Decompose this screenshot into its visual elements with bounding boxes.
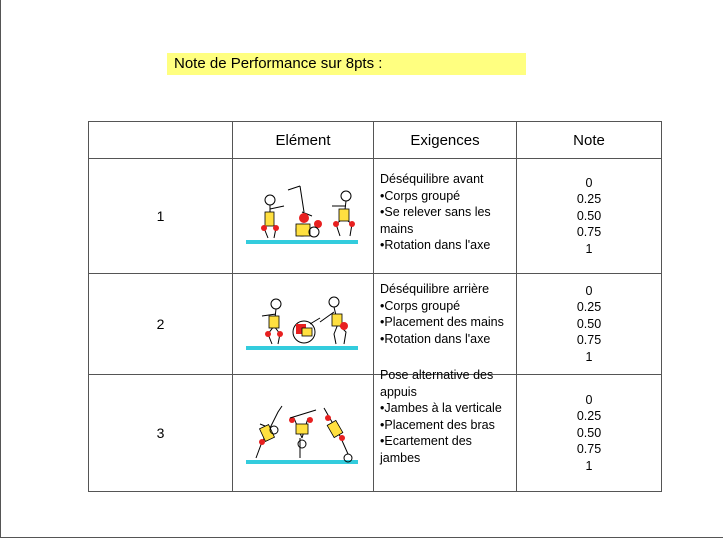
requirements-cell [374,159,517,274]
note-value: 0.50 [576,208,602,223]
element-image [233,375,374,492]
performance-table [88,121,662,492]
forward-roll-figure [244,184,362,248]
note-value: 0 [585,283,593,298]
requirement-line: •Rotation dans l'axe [380,331,491,346]
requirements-cell [374,368,517,492]
note-value: 1 [585,349,593,364]
note-value: 0.25 [576,192,602,207]
element-image [233,274,374,375]
table-row [89,375,662,492]
requirement-line: •Se relever sans les mains [380,205,491,236]
requirement-line: •Jambes à la verticale [380,401,502,416]
header-element: Elément [233,122,374,159]
note-value: 0.75 [576,442,602,457]
requirement-line: Déséquilibre avant [380,172,484,186]
note-value: 0 [585,175,593,190]
requirements-cell [374,274,517,375]
requirement-line: •Placement des bras [380,417,495,432]
element-number: 3 [89,375,233,492]
requirement-line: Pose alternative des appuis [380,368,494,399]
element-number: 2 [89,274,233,375]
requirement-line: •Placement des mains [380,315,504,330]
note-cell [517,375,662,492]
backward-roll-figure [244,294,362,354]
requirement-line: Déséquilibre arrière [380,282,490,296]
requirement-line: •Corps groupé [380,298,461,313]
header-number [89,122,233,159]
cartwheel-figure [244,398,362,468]
note-value: 0.50 [576,425,602,440]
page-title: Note de Performance sur 8pts : [167,53,526,75]
note-value: 0.25 [576,300,602,315]
requirement-line: •Corps groupé [380,188,461,203]
table-row [89,159,662,274]
requirement-line: •Ecartement des jambes [380,434,472,465]
table-header-row [89,122,662,159]
note-value: 0.75 [576,225,602,240]
note-value: 1 [585,241,593,256]
note-value: 0 [585,392,593,407]
element-image [233,159,374,274]
requirement-line: •Rotation dans l'axe [380,238,491,253]
note-value: 0.25 [576,409,602,424]
header-exigences: Exigences [374,122,517,159]
note-value: 1 [585,458,593,473]
note-value: 0.75 [576,333,602,348]
element-number: 1 [89,159,233,274]
note-value: 0.50 [576,316,602,331]
header-note: Note [517,122,662,159]
note-cell [517,274,662,375]
table-row [89,274,662,375]
note-cell [517,159,662,274]
